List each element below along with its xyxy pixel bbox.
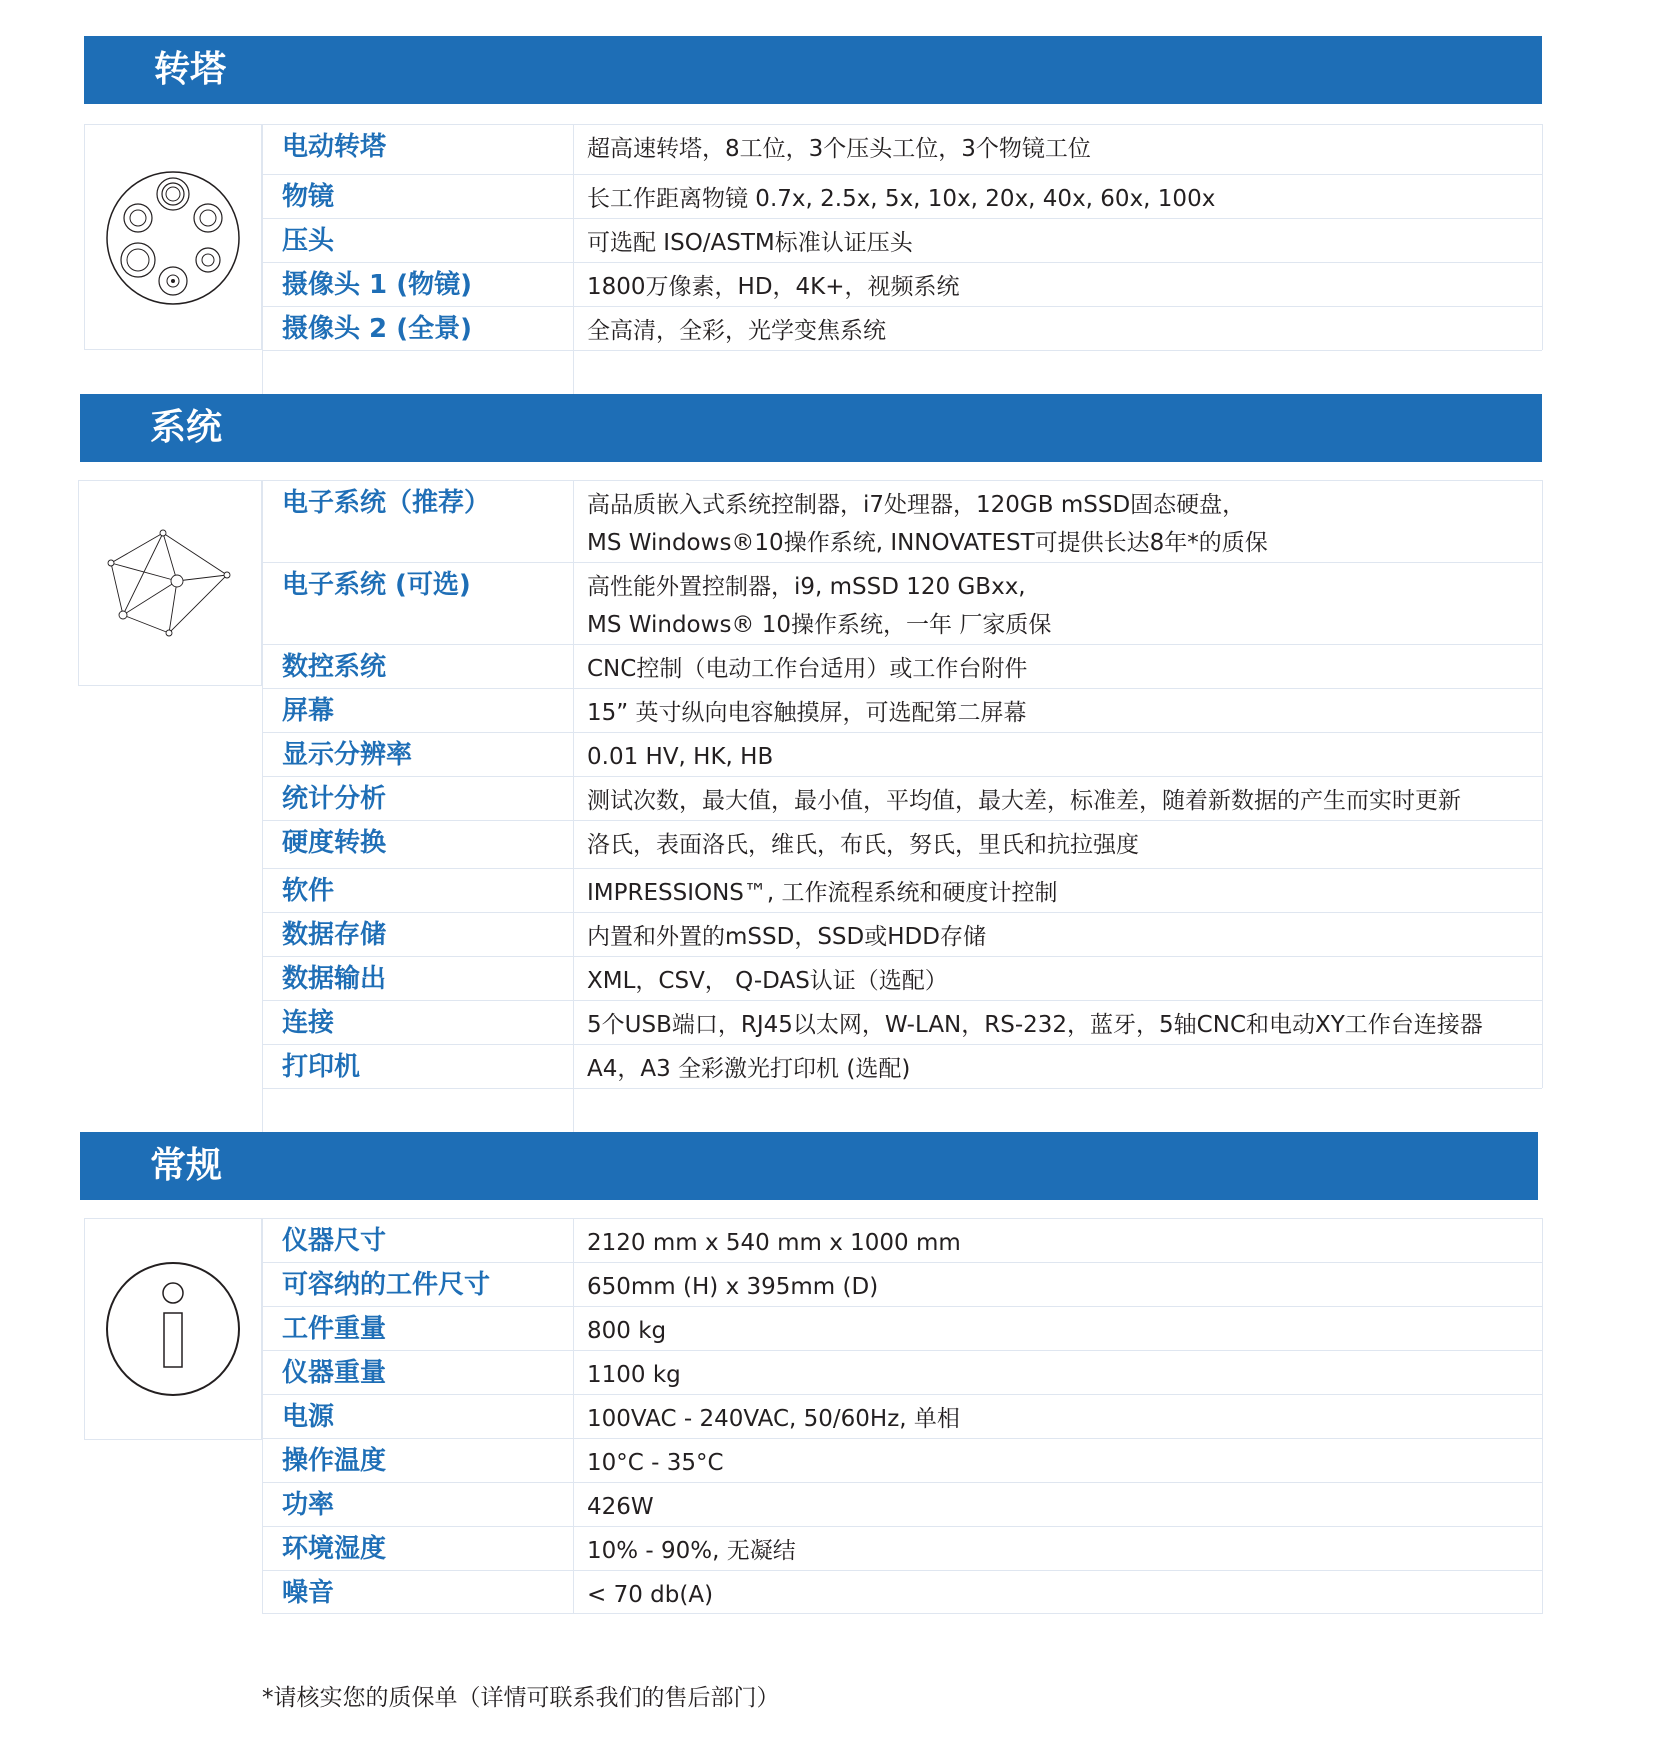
- spec-label: 仪器尺寸: [282, 1226, 387, 1256]
- spec-label: 统计分析: [282, 784, 387, 814]
- spec-row: [262, 1044, 1542, 1088]
- spec-label: 物镜: [282, 182, 335, 212]
- network-icon: [107, 525, 237, 645]
- spec-label: 数据输出: [282, 964, 387, 994]
- spec-label: 噪音: [282, 1578, 335, 1608]
- spec-value: 超高速转塔，8工位，3个压头工位，3个物镜工位: [587, 136, 1091, 162]
- spec-value: 426W: [587, 1494, 654, 1520]
- spec-label: 屏幕: [282, 696, 335, 726]
- spec-row: [262, 174, 1542, 218]
- spec-value: 2120 mm x 540 mm x 1000 mm: [587, 1230, 961, 1256]
- spec-row: [262, 1482, 1542, 1526]
- section-title: 系统: [150, 407, 223, 448]
- spec-label: 显示分辨率: [282, 740, 413, 770]
- footnote: *请核实您的质保单（详情可联系我们的售后部门）: [262, 1685, 780, 1711]
- spec-label: 功率: [282, 1490, 335, 1520]
- spec-label: 压头: [282, 226, 335, 256]
- spec-label: 操作温度: [282, 1446, 387, 1476]
- spec-value: < 70 db(A): [587, 1582, 714, 1608]
- info-icon: [103, 1259, 243, 1399]
- spec-value: 洛氏，表面洛氏，维氏，布氏，努氏，里氏和抗拉强度: [587, 832, 1139, 858]
- spec-row: [262, 956, 1542, 1000]
- column-divider: [573, 1218, 574, 1614]
- spec-label: 数控系统: [282, 652, 387, 682]
- spec-label: 数据存储: [282, 920, 387, 950]
- column-divider: [573, 124, 574, 394]
- spec-row: [262, 688, 1542, 732]
- spec-label: 工件重量: [282, 1314, 387, 1344]
- spec-value: IMPRESSIONS™, 工作流程系统和硬度计控制: [587, 880, 1058, 906]
- turret-icon: [103, 168, 243, 308]
- section-title: 转塔: [154, 49, 227, 90]
- spec-value: 高品质嵌入式系统控制器，i7处理器，120GB mSSD固态硬盘， MS Windows®10操作系统, INNOVATEST可提供长达8年*的质保: [587, 492, 1268, 556]
- spec-value: 高性能外置控制器，i9, mSSD 120 GBxx, MS Windows® 10操作系统，一年 厂家质保: [587, 574, 1052, 638]
- spec-row: [262, 218, 1542, 262]
- spec-row: [262, 306, 1542, 350]
- column-divider: [1542, 480, 1543, 1088]
- info-icon-box: [84, 1218, 262, 1440]
- column-divider: [573, 480, 574, 1132]
- spec-row: [262, 1262, 1542, 1306]
- spec-row: [262, 912, 1542, 956]
- spec-value: 0.01 HV, HK, HB: [587, 744, 774, 770]
- spec-row: [262, 1570, 1542, 1614]
- turret-icon-box: [84, 124, 262, 350]
- spec-row: [262, 1000, 1542, 1044]
- spec-value: 长工作距离物镜 0.7x, 2.5x, 5x, 10x, 20x, 40x, 60x, 100x: [587, 186, 1216, 212]
- spec-row: [262, 820, 1542, 868]
- spec-label: 硬度转换: [282, 828, 387, 858]
- spec-value: 100VAC - 240VAC, 50/60Hz, 单相: [587, 1406, 960, 1432]
- spec-value: XML，CSV， Q-DAS认证（选配）: [587, 968, 948, 994]
- spec-row: [262, 1438, 1542, 1482]
- spec-row: [262, 1350, 1542, 1394]
- spec-row: [262, 262, 1542, 306]
- column-divider: [262, 480, 263, 1132]
- section-title: 常规: [150, 1145, 223, 1186]
- spec-value: 650mm (H) x 395mm (D): [587, 1274, 879, 1300]
- spec-label: 摄像头 1 (物镜): [282, 270, 472, 300]
- spec-value: CNC控制（电动工作台适用）或工作台附件: [587, 656, 1028, 682]
- spec-value: 800 kg: [587, 1318, 667, 1344]
- spec-label: 打印机: [282, 1052, 361, 1082]
- section-header-system: [80, 394, 1542, 462]
- column-divider: [262, 1218, 263, 1614]
- spec-value: 全高清，全彩，光学变焦系统: [587, 318, 886, 344]
- spec-label: 电动转塔: [282, 132, 387, 162]
- spec-label: 可容纳的工件尺寸: [282, 1270, 491, 1300]
- column-divider: [1542, 124, 1543, 350]
- spec-value: 10% - 90%, 无凝结: [587, 1538, 796, 1564]
- spec-value: 10°C - 35°C: [587, 1450, 724, 1476]
- spec-row: [262, 732, 1542, 776]
- column-divider: [1542, 1218, 1543, 1614]
- spec-label: 环境湿度: [282, 1534, 387, 1564]
- spec-value: 1100 kg: [587, 1362, 681, 1388]
- spec-value: 1800万像素，HD，4K+，视频系统: [587, 274, 960, 300]
- spec-row: [262, 1394, 1542, 1438]
- spec-value: 内置和外置的mSSD，SSD或HDD存储: [587, 924, 986, 950]
- column-divider: [262, 124, 263, 394]
- spec-row: [262, 1218, 1542, 1262]
- section-header-general: [80, 1132, 1538, 1200]
- spec-label: 连接: [282, 1008, 335, 1038]
- spec-label: 仪器重量: [282, 1358, 387, 1388]
- spec-value: 5个USB端口，RJ45以太网，W-LAN，RS-232，蓝牙，5轴CNC和电动XY工作台连接器: [587, 1012, 1483, 1038]
- spacer-row: [262, 350, 1542, 394]
- spec-value: 可选配 ISO/ASTM标准认证压头: [587, 230, 913, 256]
- spec-label: 软件: [282, 876, 335, 906]
- spec-row: [262, 562, 1542, 644]
- spec-value: A4，A3 全彩激光打印机 (选配): [587, 1056, 911, 1082]
- spec-row: [262, 1526, 1542, 1570]
- spec-value: 15” 英寸纵向电容触摸屏，可选配第二屏幕: [587, 700, 1027, 726]
- spec-row: [262, 1306, 1542, 1350]
- spec-row: [262, 480, 1542, 562]
- spec-label: 电子系统（推荐）: [282, 488, 491, 518]
- network-icon-box: [78, 480, 262, 686]
- spec-label: 摄像头 2 (全景): [282, 314, 472, 344]
- spec-row: [262, 868, 1542, 912]
- spec-value: 测试次数，最大值，最小值，平均值，最大差，标准差，随着新数据的产生而实时更新: [587, 788, 1461, 814]
- section-header-turret: [84, 36, 1542, 104]
- spacer-row: [262, 1088, 1542, 1132]
- spec-label: 电子系统 (可选): [282, 570, 471, 600]
- spec-row: [262, 776, 1542, 820]
- spec-label: 电源: [282, 1402, 335, 1432]
- spec-row: [262, 124, 1542, 174]
- spec-row: [262, 644, 1542, 688]
